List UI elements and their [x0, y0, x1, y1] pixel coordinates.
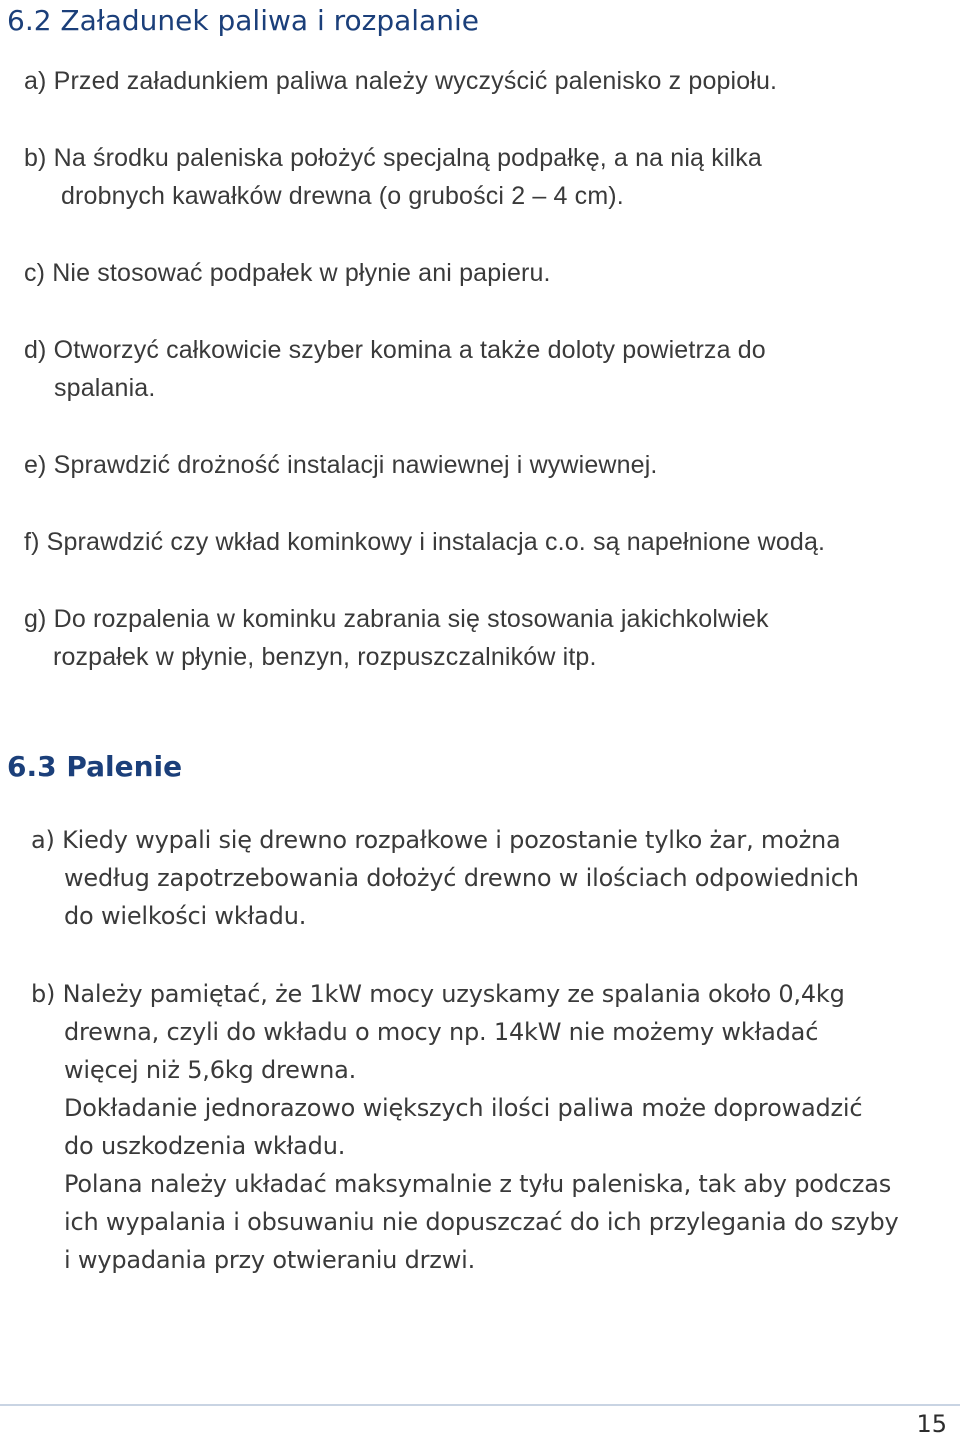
item-line: do uszkodzenia wkładu. [64, 1132, 346, 1160]
item-line: drewna, czyli do wkładu o mocy np. 14kW nie możemy wkładać [64, 1018, 819, 1046]
item-line: Dokładanie jednorazowo większych ilości paliwa może doprowadzić [64, 1094, 863, 1122]
item-line: b) Należy pamiętać, że 1kW mocy uzyskamy ze spalania około 0,4kg [31, 980, 845, 1008]
list-item-6-2-d [24, 331, 766, 407]
item-line: i wypadania przy otwieraniu drzwi. [64, 1246, 476, 1274]
list-item-6-2-a [24, 62, 777, 100]
item-line: e) Sprawdzić drożność instalacji nawiewnej i wywiewnej. [24, 451, 658, 479]
item-line: Polana należy układać maksymalnie z tyłu paleniska, tak aby podczas [64, 1170, 891, 1198]
list-item-6-2-b [24, 139, 762, 215]
section-6-3-title: 6.3 Palenie [7, 750, 183, 783]
item-line: a) Przed załadunkiem paliwa należy wyczyścić palenisko z popiołu. [24, 67, 778, 95]
item-line: do wielkości wkładu. [64, 902, 307, 930]
list-item-6-3-b [31, 975, 899, 1279]
item-line: b) Na środku paleniska położyć specjalną podpałkę, a na nią kilka [24, 144, 762, 172]
item-line: d) Otworzyć całkowicie szyber komina a także doloty powietrza do [24, 336, 766, 364]
item-line: spalania. [54, 374, 156, 402]
item-line: c) Nie stosować podpałek w płynie ani papieru. [24, 259, 551, 287]
item-line: według zapotrzebowania dołożyć drewno w ilościach odpowiednich [64, 864, 859, 892]
page-number: 15 [916, 1410, 947, 1438]
item-line: g) Do rozpalenia w kominku zabrania się stosowania jakichkolwiek [24, 605, 769, 633]
item-line: drobnych kawałków drewna (o grubości 2 – 4 cm). [61, 182, 624, 210]
item-line: rozpałek w płynie, benzyn, rozpuszczalników itp. [53, 643, 597, 671]
list-item-6-2-g [24, 600, 769, 676]
list-item-6-2-e [24, 446, 658, 484]
list-item-6-2-c [24, 254, 551, 292]
list-item-6-3-a [31, 821, 859, 935]
footer-divider [0, 1404, 960, 1406]
item-line: f) Sprawdzić czy wkład kominkowy i instalacja c.o. są napełnione wodą. [24, 528, 826, 556]
list-item-6-2-f [24, 523, 825, 561]
item-line: więcej niż 5,6kg drewna. [64, 1056, 357, 1084]
item-line: a) Kiedy wypali się drewno rozpałkowe i pozostanie tylko żar, można [31, 826, 841, 854]
item-line: ich wypalania i obsuwaniu nie dopuszczać do ich przylegania do szyby [64, 1208, 899, 1236]
section-6-2-title: 6.2 Załadunek paliwa i rozpalanie [7, 4, 479, 37]
